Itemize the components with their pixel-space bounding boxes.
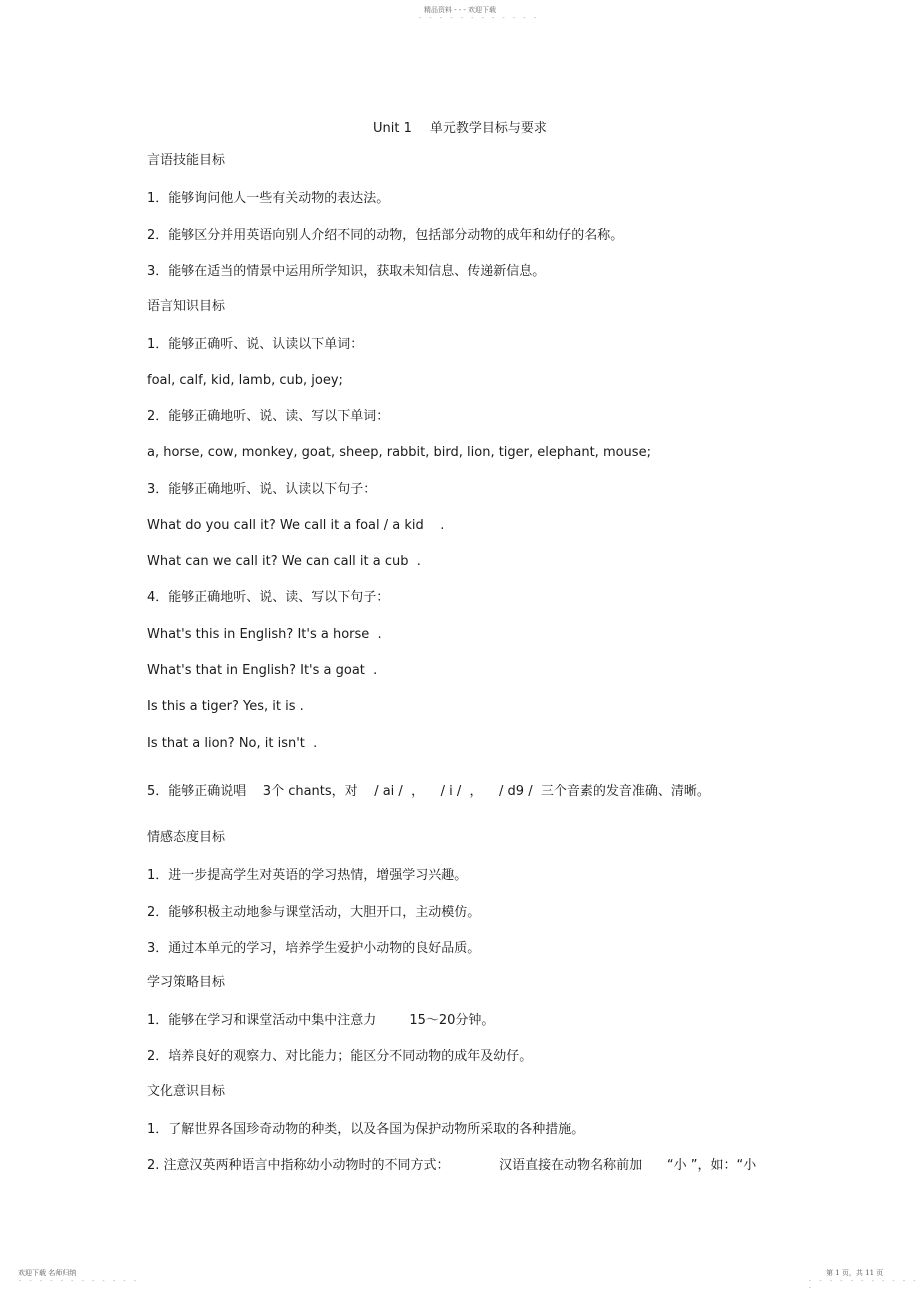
paragraph-line: 3．能够在适当的情景中运用所学知识，获取未知信息、传递新信息。 [147,264,546,279]
section-heading-affect-attitude: 情感态度目标 [147,830,226,845]
footer-right-dashes: - - - - - - - - - - - - [808,1277,918,1292]
section-heading-cultural-awareness: 文化意识目标 [147,1084,226,1099]
section-heading-language-skills: 言语技能目标 [147,153,226,168]
paragraph-line: 5．能够正确说唱 3个 chants，对 / ai / ， / i / ， / d9 / 三个音素的发音准确、清晰。 [147,784,710,799]
paragraph-line: 4．能够正确地听、说、读、写以下句子： [147,590,390,605]
sentence-line: What do you call it? We call it a foal / a kid . [147,518,445,533]
paragraph-line: 1．进一步提高学生对英语的学习热情，增强学习兴趣。 [147,868,468,883]
paragraph-line: 1．能够询问他人一些有关动物的表达法。 [147,191,390,206]
sentence-line: Is that a lion? No, it isn't . [147,736,318,751]
title-heading: 单元教学目标与要求 [429,121,547,136]
page-header: 精品资料 - - - 欢迎下载 [424,6,496,14]
paragraph-line: 2. 注意汉英两种语言中指称幼小动物时的不同方式： 汉语直接在动物名称前加 “小 ”，如：“小 [147,1158,757,1173]
sentence-line: What can we call it? We can call it a cub . [147,554,421,569]
page-number: 第 1 页，共 11 页 [826,1269,884,1277]
paragraph-line: 2．能够正确地听、说、读、写以下单词： [147,409,390,424]
sentence-line: Is this a tiger? Yes, it is . [147,699,304,714]
sentence-line: What's that in English? It's a goat . [147,663,378,678]
word-list-line: a, horse, cow, monkey, goat, sheep, rabbit, bird, lion, tiger, elephant, mouse; [147,445,651,460]
section-heading-language-knowledge: 语言知识目标 [147,299,226,314]
footer-left-dashes: - - - - - - - - - - - - [18,1277,138,1285]
paragraph-line: 3．通过本单元的学习，培养学生爱护小动物的良好品质。 [147,941,481,956]
footer-left: 欢迎下载 名师归纳 [18,1269,77,1277]
paragraph-line: 2．能够区分并用英语向别人介绍不同的动物，包括部分动物的成年和幼仔的名称。 [147,228,624,243]
paragraph-line: 1．能够在学习和课堂活动中集中注意力 15～20分钟。 [147,1013,495,1028]
section-heading-learning-strategy: 学习策略目标 [147,975,226,990]
header-dashes: - - - - - - - - - - - - [418,14,538,22]
sentence-line: What's this in English? It's a horse . [147,627,382,642]
paragraph-line: 2．培养良好的观察力、对比能力；能区分不同动物的成年及幼仔。 [147,1049,533,1064]
unit-label: Unit 1 [373,121,412,136]
paragraph-line: 1．了解世界各国珍奇动物的种类，以及各国为保护动物所采取的各种措施。 [147,1122,585,1137]
page-title [0,117,920,136]
paragraph-line: 2．能够积极主动地参与课堂活动，大胆开口，主动模仿。 [147,905,481,920]
paragraph-line: 3．能够正确地听、说、认读以下句子： [147,482,377,497]
word-list-line: foal, calf, kid, lamb, cub, joey; [147,373,343,388]
paragraph-line: 1．能够正确听、说、认读以下单词： [147,337,364,352]
